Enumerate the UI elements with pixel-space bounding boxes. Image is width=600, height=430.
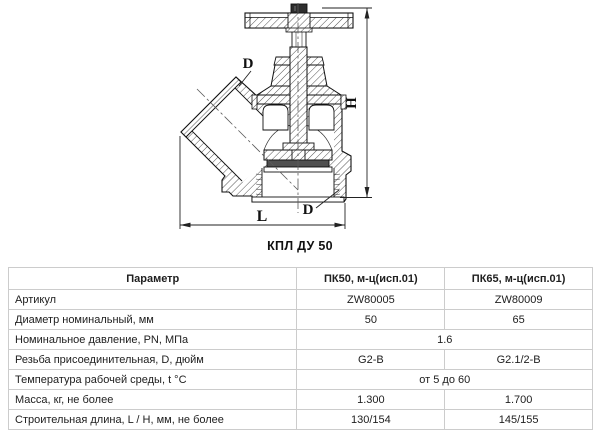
figure-caption: КПЛ ДУ 50	[267, 239, 333, 253]
param-cell: Артикул	[9, 290, 297, 310]
param-cell: Температура рабочей среды, t °C	[9, 370, 297, 390]
header-parameter: Параметр	[9, 268, 297, 290]
value-cell: ZW80005	[297, 290, 445, 310]
header-pk65: ПК65, м-ц(исп.01)	[445, 268, 593, 290]
header-pk50: ПК50, м-ц(исп.01)	[297, 268, 445, 290]
dim-h-label: H	[344, 97, 360, 109]
table-row	[9, 410, 593, 430]
table-row	[9, 390, 593, 410]
value-cell: 65	[445, 310, 593, 330]
table-row	[9, 370, 593, 390]
dim-d-top-label: D	[242, 56, 254, 72]
value-cell-merged: 1.6	[297, 330, 593, 350]
value-cell: ZW80009	[445, 290, 593, 310]
table-row	[9, 350, 593, 370]
param-cell: Номинальное давление, PN, МПа	[9, 330, 297, 350]
table-row	[9, 310, 593, 330]
param-cell: Резьба присоединительная, D, дюйм	[9, 350, 297, 370]
value-cell-merged: от 5 до 60	[297, 370, 593, 390]
stem	[290, 31, 307, 150]
dim-l-label: L	[256, 208, 268, 225]
spec-table	[8, 267, 593, 430]
param-cell: Строительная длина, L / H, мм, не более	[9, 410, 297, 430]
value-cell: 1.300	[297, 390, 445, 410]
dim-d-bottom-label: D	[302, 202, 314, 218]
table-header-row	[9, 268, 593, 290]
param-cell: Масса, кг, не более	[9, 390, 297, 410]
value-cell: G2-B	[297, 350, 445, 370]
value-cell: 50	[297, 310, 445, 330]
table-row	[9, 330, 593, 350]
value-cell: G2.1/2-B	[445, 350, 593, 370]
value-cell: 130/154	[297, 410, 445, 430]
value-cell: 145/155	[445, 410, 593, 430]
value-cell: 1.700	[445, 390, 593, 410]
param-cell: Диаметр номинальный, мм	[9, 310, 297, 330]
stem-nut	[291, 4, 307, 13]
table-row	[9, 290, 593, 310]
